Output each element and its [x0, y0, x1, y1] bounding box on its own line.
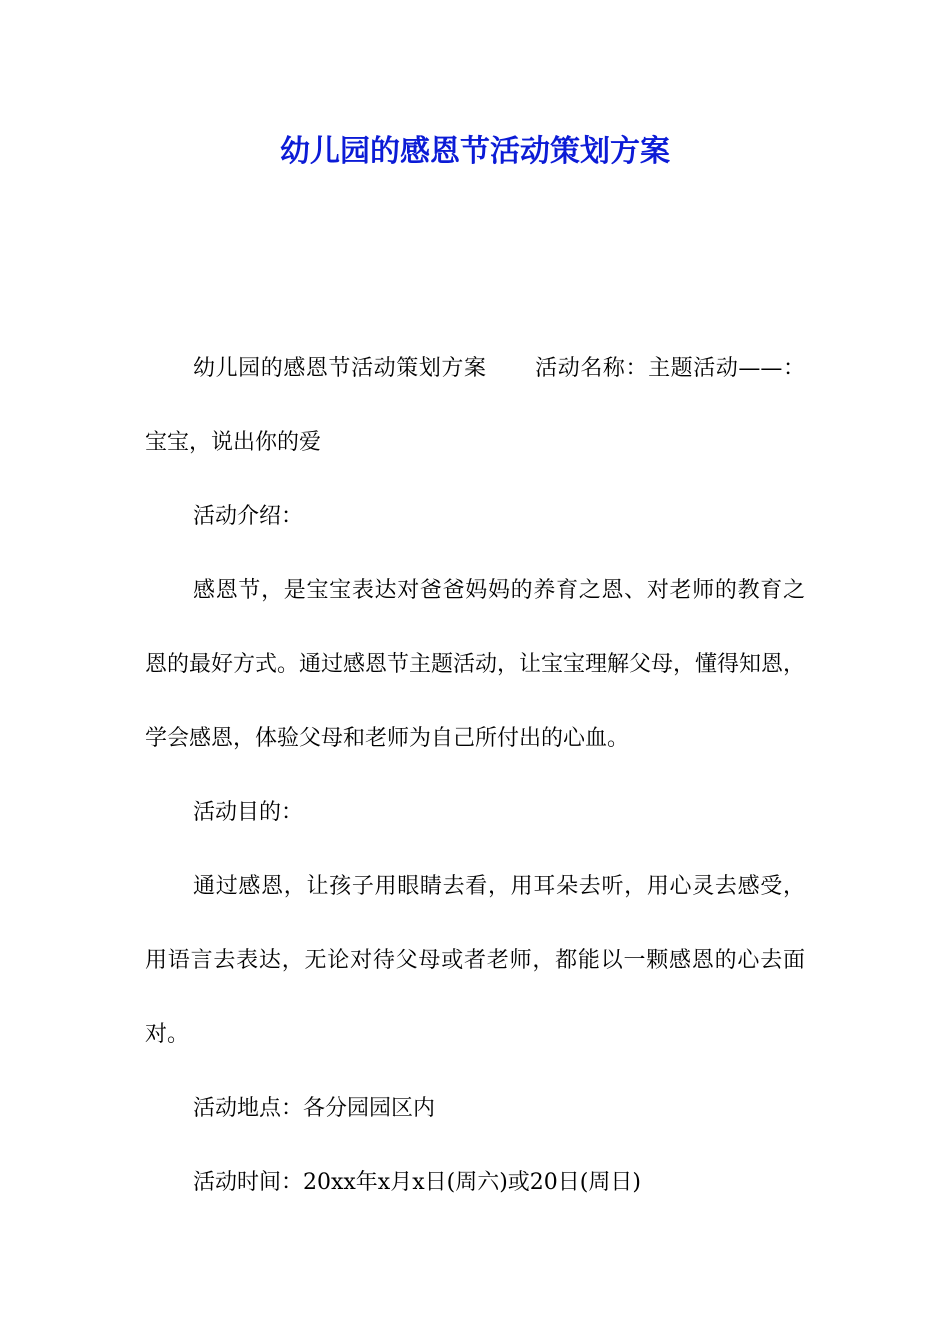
paragraph-activity-intro: 感恩节，是宝宝表达对爸爸妈妈的养育之恩、对老师的教育之恩的最好方式。通过感恩节主题活动，让宝宝理解父母，懂得知恩，学会感恩，体验父母和老师为自己所付出的心血。	[145, 578, 806, 751]
document-body	[145, 332, 805, 1220]
paragraph-activity-goal: 通过感恩，让孩子用眼睛去看，用耳朵去听，用心灵去感受，用语言去表达，无论对待父母或者老师，都能以一颗感恩的心去面对。	[145, 874, 805, 1047]
paragraph-activity-goal-heading: 活动目的：	[193, 800, 304, 825]
paragraph-activity-location: 活动地点：各分园园区内	[193, 1096, 436, 1121]
intro-heading: 幼儿园的感恩节活动策划方案	[193, 356, 487, 381]
paragraph-activity-intro-heading: 活动介绍：	[193, 504, 304, 529]
document-title: 幼儿园的感恩节活动策划方案	[280, 134, 670, 169]
paragraph-activity-time: 活动时间：20xx年x月x日(周六)或20日(周日)	[193, 1170, 641, 1195]
intro-activity: 活动名称：主题活动——：宝宝，说出你的爱	[145, 356, 805, 455]
intro-paragraph	[145, 332, 805, 480]
